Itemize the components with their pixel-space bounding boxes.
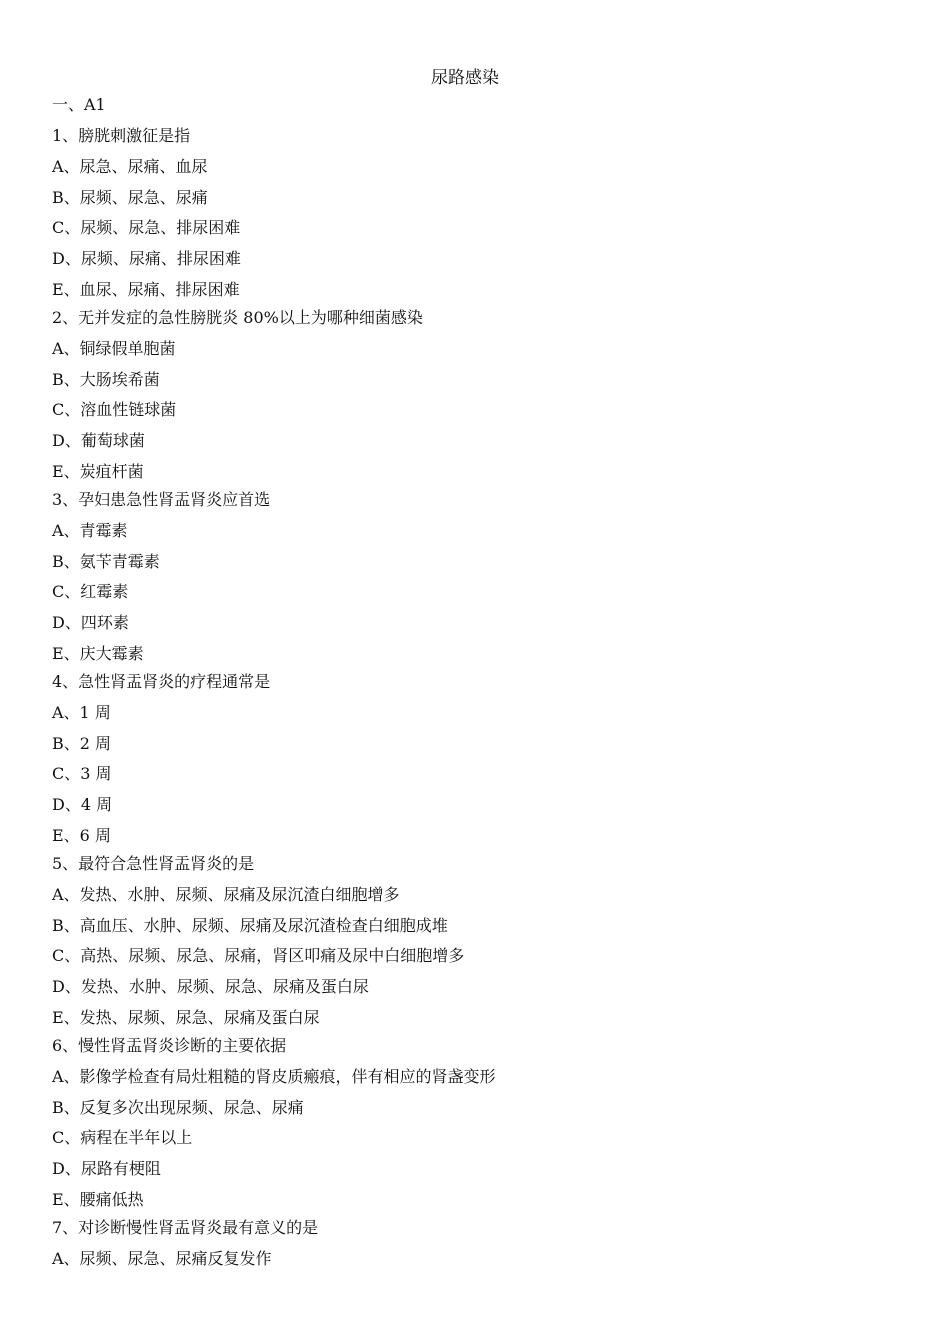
question-stem: 4、急性肾盂肾炎的疗程通常是	[52, 672, 271, 691]
answer-option: D、4 周	[52, 795, 113, 815]
question-stem: 1、膀胱刺激征是指	[52, 126, 191, 145]
answer-option: B、氨苄青霉素	[52, 551, 160, 571]
document-title: 尿路感染	[431, 68, 499, 88]
section-heading: 一、A1	[52, 95, 106, 114]
answer-option: A、发热、水肿、尿频、尿痛及尿沉渣白细胞增多	[52, 884, 400, 904]
answer-option: D、尿路有梗阻	[52, 1159, 161, 1179]
answer-option: D、尿频、尿痛、排尿困难	[52, 249, 241, 269]
answer-option: B、高血压、水肿、尿频、尿痛及尿沉渣检查白细胞成堆	[52, 915, 448, 935]
answer-option: E、腰痛低热	[52, 1190, 144, 1209]
answer-option: E、发热、尿频、尿急、尿痛及蛋白尿	[52, 1008, 320, 1027]
answer-option: B、大肠埃希菌	[52, 369, 160, 389]
answer-option: B、尿频、尿急、尿痛	[52, 187, 208, 207]
question-stem: 7、对诊断慢性肾盂肾炎最有意义的是	[52, 1218, 319, 1237]
answer-option: A、铜绿假单胞菌	[52, 338, 176, 358]
answer-option: C、病程在半年以上	[52, 1128, 193, 1148]
question-stem: 2、无并发症的急性膀胱炎 80%以上为哪种细菌感染	[52, 308, 423, 327]
answer-option: E、庆大霉素	[52, 644, 144, 663]
answer-option: C、3 周	[52, 764, 112, 784]
question-stem: 5、最符合急性肾盂肾炎的是	[52, 854, 255, 873]
answer-option: C、高热、尿频、尿急、尿痛，肾区叩痛及尿中白细胞增多	[52, 946, 465, 966]
question-stem: 6、慢性肾盂肾炎诊断的主要依据	[52, 1036, 287, 1055]
answer-option: E、炭疽杆菌	[52, 462, 144, 481]
answer-option: D、葡萄球菌	[52, 431, 145, 451]
answer-option: A、尿频、尿急、尿痛反复发作	[52, 1248, 272, 1268]
answer-option: A、青霉素	[52, 520, 128, 540]
answer-option: E、血尿、尿痛、排尿困难	[52, 280, 240, 299]
answer-option: A、影像学检查有局灶粗糙的肾皮质瘢痕，伴有相应的肾盏变形	[52, 1066, 496, 1086]
question-stem: 3、孕妇患急性肾盂肾炎应首选	[52, 490, 271, 509]
answer-option: A、1 周	[52, 702, 111, 722]
answer-option: C、红霉素	[52, 582, 129, 602]
answer-option: C、溶血性链球菌	[52, 400, 177, 420]
answer-option: C、尿频、尿急、排尿困难	[52, 218, 241, 238]
answer-option: A、尿急、尿痛、血尿	[52, 156, 208, 176]
answer-option: D、发热、水肿、尿频、尿急、尿痛及蛋白尿	[52, 977, 369, 997]
answer-option: B、2 周	[52, 733, 112, 753]
answer-option: D、四环素	[52, 613, 129, 633]
answer-option: E、6 周	[52, 826, 111, 845]
answer-option: B、反复多次出现尿频、尿急、尿痛	[52, 1097, 304, 1117]
